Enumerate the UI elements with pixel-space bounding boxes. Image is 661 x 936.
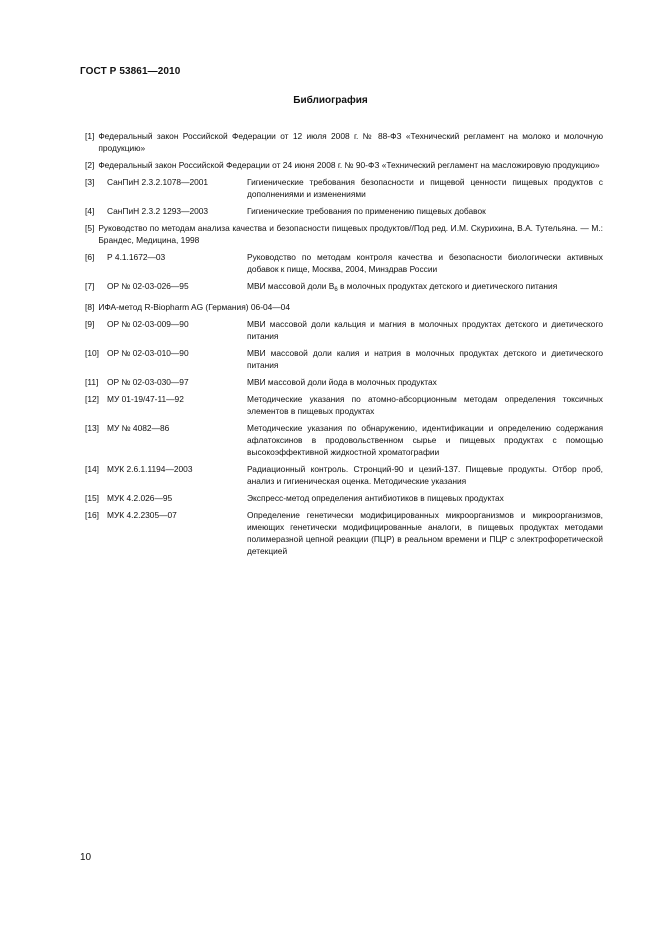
entry-description: Методические указания по обнаружению, идентификации и определению содержания афлатоксинов в продовольственном сырье и пищевых продуктах с помощью высокоэффективной жидкостной хроматографии	[247, 423, 603, 457]
bibliography-entry	[85, 280, 603, 296]
bibliography-entry	[85, 463, 603, 487]
bibliography-entry	[85, 205, 603, 217]
entry-number: [3]	[85, 177, 95, 187]
entry-text: Федеральный закон Российской Федерации от 12 июля 2008 г. № 88-ФЗ «Технический регламент на молоко и молочную продукцию»	[98, 131, 603, 153]
entry-code: ОР № 02-03-009—90	[107, 319, 189, 329]
entry-description: Определение генетически модифицированных микроорганизмов и микроорганизмов, имеющих генетически модифицированные аналоги, в пищевых продуктах методами полимеразной цепной реакции (ПЦР) в реальном времени и ПЦР с электрофоретической детекцией	[247, 510, 603, 556]
entry-description: Методические указания по атомно-абсорционным методам определения токсичных элементов в пищевых продуктах	[247, 394, 603, 416]
entry-number: [9]	[85, 319, 95, 329]
entry-description: Гигиенические требования по применению пищевых добавок	[247, 206, 486, 216]
entry-text: ИФА-метод R-Biopharm AG (Германия) 06-04—04	[98, 302, 290, 312]
entry-code: МУК 2.6.1.1194—2003	[107, 464, 193, 474]
bibliography-entry	[85, 318, 603, 342]
bibliography-entry	[85, 376, 603, 388]
bibliography-entry	[85, 251, 603, 275]
bibliography-entry	[85, 301, 603, 313]
entry-description: Радиационный контроль. Стронций-90 и цезий-137. Пищевые продукты. Отбор проб, анализ и гигиеническая оценка. Методические указания	[247, 464, 603, 486]
bibliography-entry	[85, 492, 603, 504]
entry-code: СанПиН 2.3.2 1293—2003	[107, 206, 209, 216]
entry-description-part: МВИ массовой доли B	[247, 281, 335, 291]
bibliography-entry	[85, 159, 603, 171]
bibliography-entry	[85, 422, 603, 458]
entry-code: МУ № 4082—86	[107, 423, 170, 433]
entry-description: МВИ массовой доли йода в молочных продуктах	[247, 377, 437, 387]
entry-number: [7]	[85, 281, 95, 291]
entry-description: МВИ массовой доли кальция и магния в молочных продуктах детского и диетического питания	[247, 319, 603, 341]
entry-description: МВИ массовой доли калия и натрия в молочных продуктах детского и диетического питания	[247, 348, 603, 370]
entry-number: [5]	[85, 223, 95, 233]
entry-number: [8]	[85, 302, 95, 312]
subscript-index: 6	[334, 287, 338, 293]
entry-code: СанПиН 2.3.2.1078—2001	[107, 177, 209, 187]
entry-code: Р 4.1.1672—03	[107, 252, 166, 262]
entry-number: [6]	[85, 252, 95, 262]
entry-number: [14]	[85, 464, 99, 474]
entry-number: [4]	[85, 206, 95, 216]
entry-number: [16]	[85, 510, 99, 520]
bibliography-entry	[85, 347, 603, 371]
bibliography-entry	[85, 130, 603, 154]
entry-code: МУ 01-19/47-11—92	[107, 394, 184, 404]
entry-number: [11]	[85, 377, 99, 387]
entry-number: [1]	[85, 131, 95, 141]
entry-text: Федеральный закон Российской Федерации от 24 июня 2008 г. № 90-ФЗ «Технический регламент на масложировую продукцию»	[98, 160, 600, 170]
entry-text: Руководство по методам анализа качества и безопасности пищевых продуктов//Под ред. И.М. Скурихина, В.А. Тутельяна. — М.: Брандес, Медицина, 1998	[98, 223, 603, 245]
entry-number: [15]	[85, 493, 99, 503]
bibliography-list	[85, 130, 603, 562]
entry-description: Руководство по методам контроля качества и безопасности биологически активных добавок к пище, Москва, 2004, Минздрав России	[247, 252, 603, 274]
bibliography-entry	[85, 393, 603, 417]
bibliography-entry	[85, 176, 603, 200]
entry-description	[247, 280, 603, 296]
entry-code: ОР № 02-03-030—97	[107, 377, 189, 387]
entry-code: МУК 4.2.026—95	[107, 493, 173, 503]
entry-code: ОР № 02-03-010—90	[107, 348, 189, 358]
entry-description-part: в молочных продуктах детского и диетического питания	[337, 281, 558, 291]
entry-code: МУК 4.2.2305—07	[107, 510, 177, 520]
entry-number: [2]	[85, 160, 95, 170]
entry-code: ОР № 02-03-026—95	[107, 281, 189, 291]
entry-description: Экспресс-метод определения антибиотиков в пищевых продуктах	[247, 493, 504, 503]
page-number: 10	[80, 852, 92, 863]
bibliography-entry	[85, 222, 603, 246]
document-code-header: ГОСТ Р 53861—2010	[80, 66, 181, 77]
entry-number: [13]	[85, 423, 99, 433]
bibliography-entry	[85, 509, 603, 557]
entry-number: [10]	[85, 348, 99, 358]
entry-description: Гигиенические требования безопасности и пищевой ценности пищевых продуктов с дополнениями и изменениями	[247, 177, 603, 199]
entry-number: [12]	[85, 394, 99, 404]
section-title: Библиография	[293, 95, 368, 106]
